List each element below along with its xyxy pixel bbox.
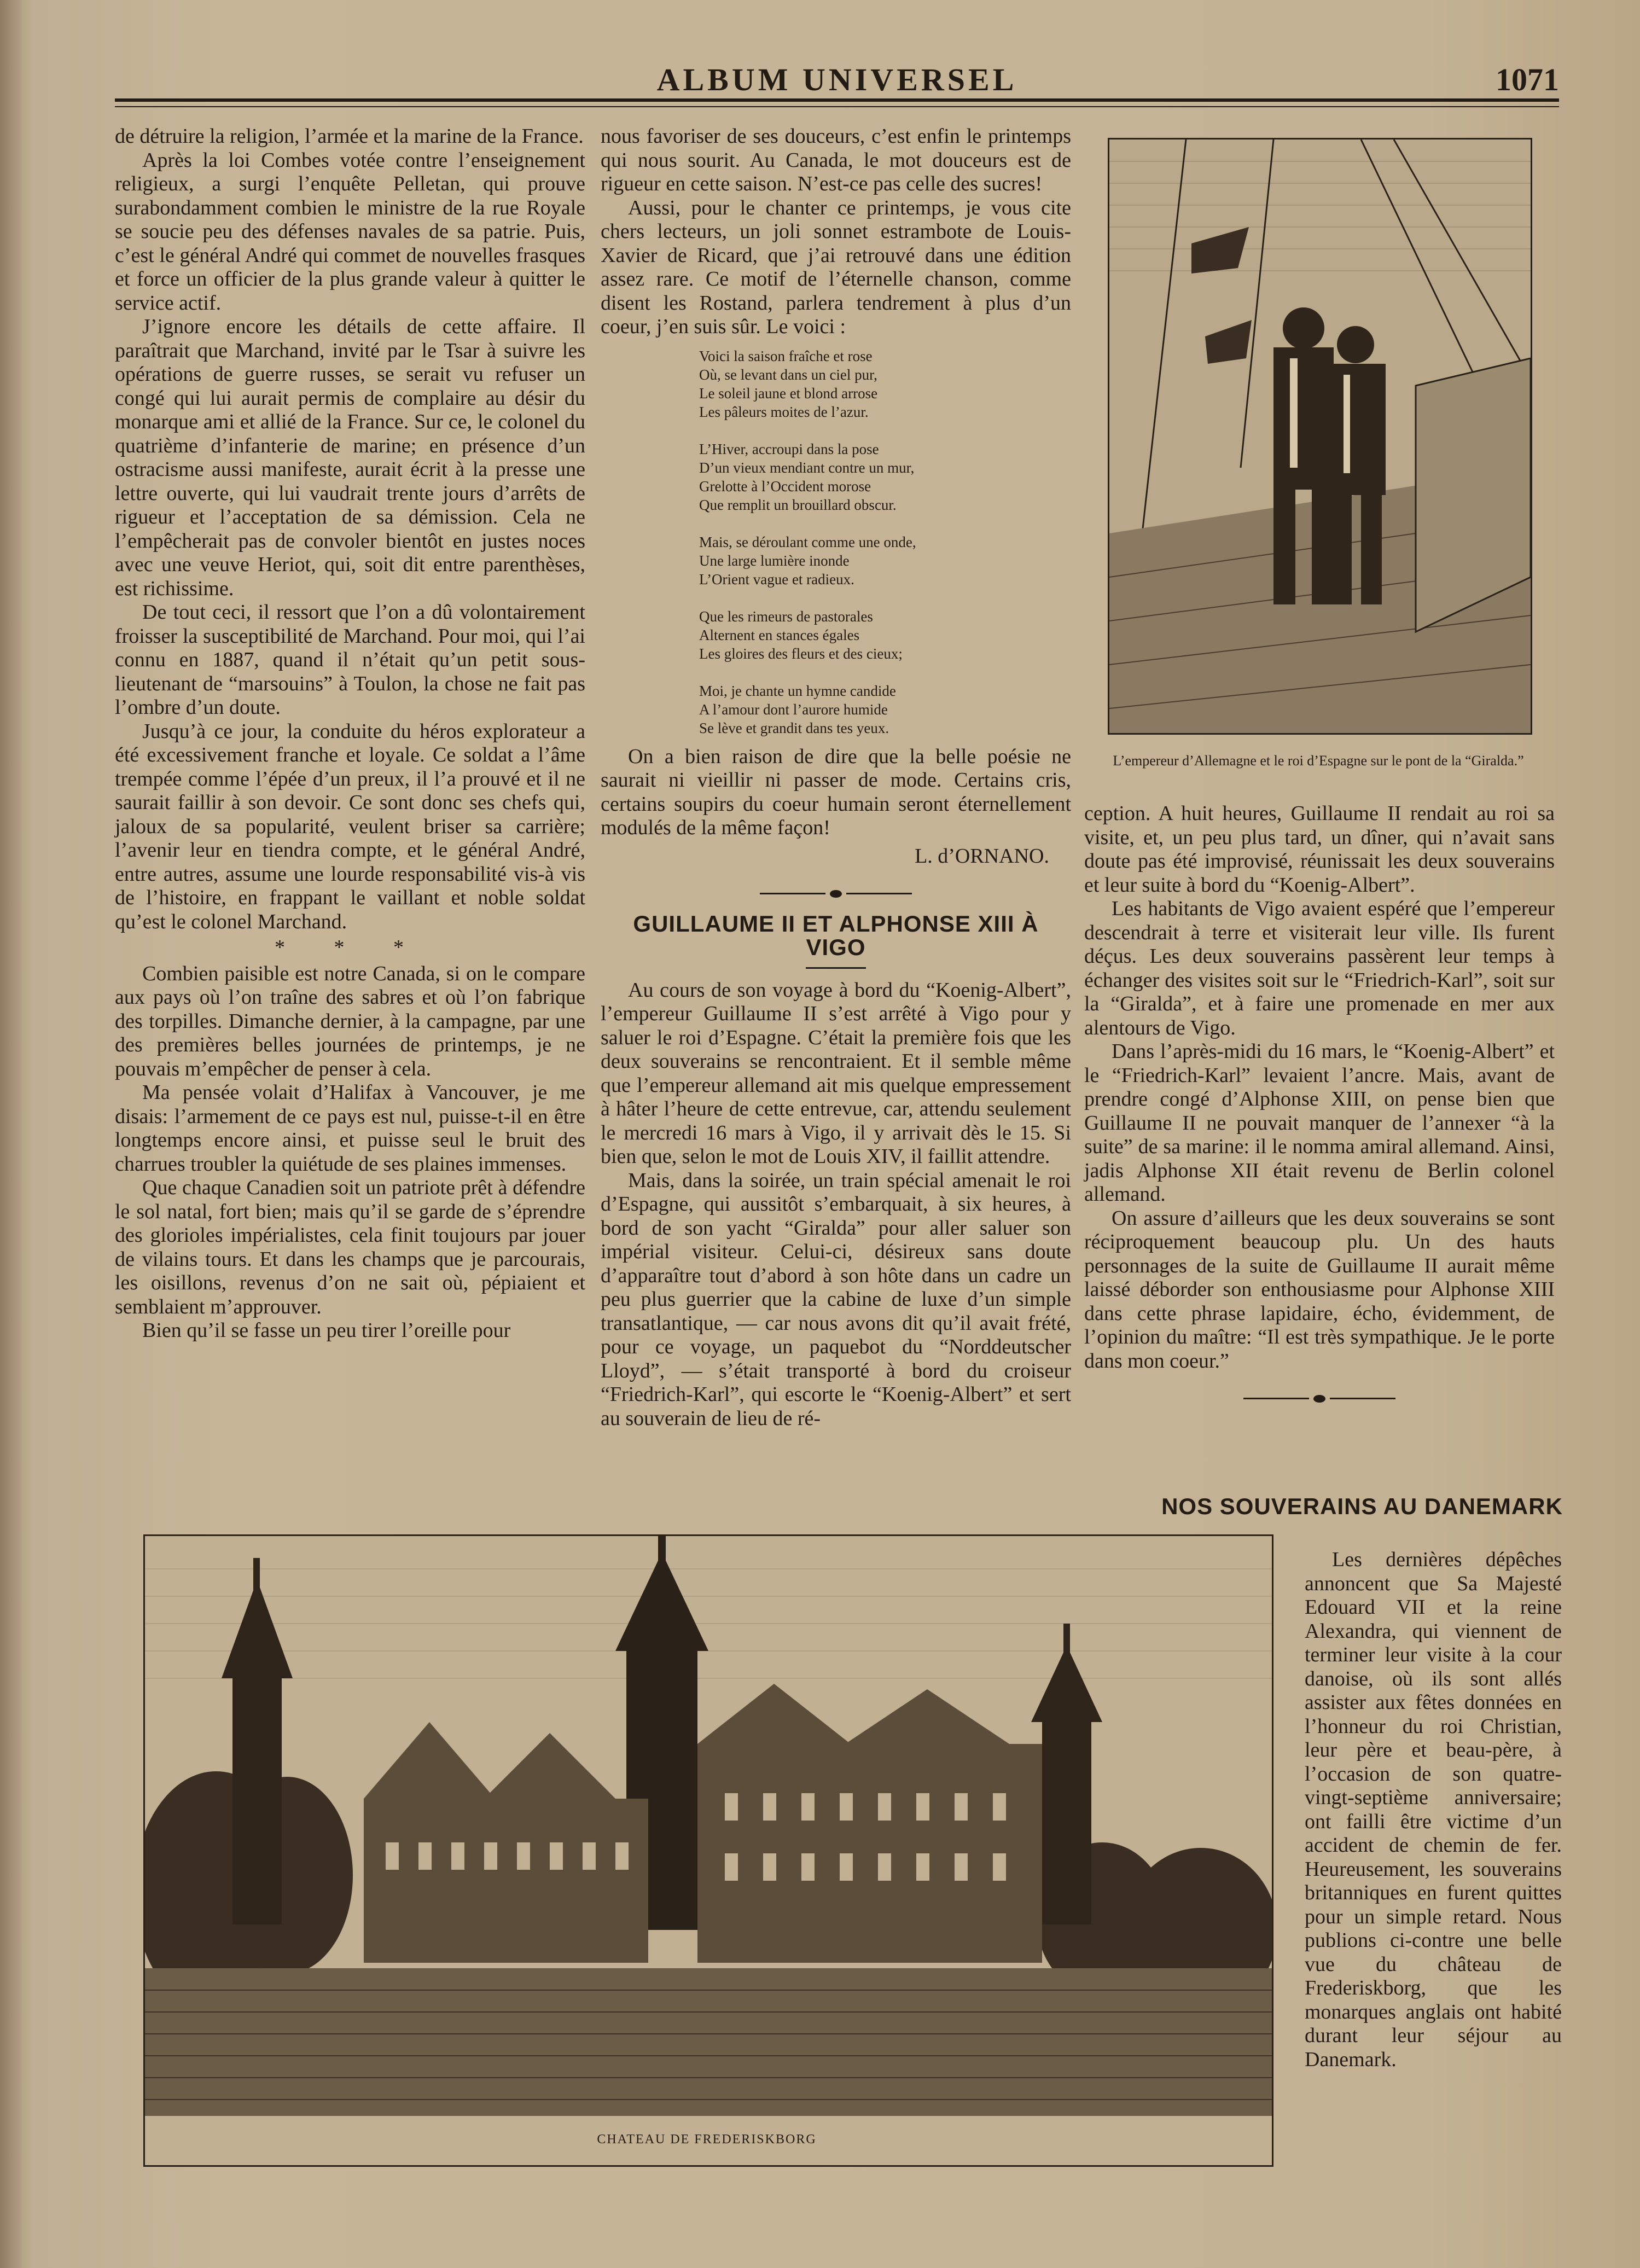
page-number: 1071 — [1496, 62, 1559, 97]
poem-line: Alternent en stances égales — [699, 626, 860, 643]
col3-paragraph: Dans l’après-midi du 16 mars, le “Koenig-Albert” et le “Friedrich-Karl” levaient l’ancre. Mais, avant de prendre congé d’Alphonse XIII, on pense bien que Guillaume II ne pouvait manquer de l’annexer “à la suite” de sa marine: il le nomma amiral allemand. Ainsi, jadis Alphonse XII était revenu de Berlin colonel allemand. — [1084, 1040, 1555, 1206]
col2-paragraph: nous favoriser de ses douceurs, c’est enfin le printemps qui nous sourit. Au Canada, le mot douceurs est de rigueur en cette saison. N’est-ce pas celle des sucres! — [601, 125, 1071, 195]
poem-stanza — [699, 607, 1071, 663]
heading-rule — [806, 967, 866, 969]
col1-paragraph: Jusqu’à ce jour, la conduite du héros explorateur a été excessivement franche et loyale. Ce soldat a l’âme trempée comme l’épée d’un preux, il l’a prouvé et il ne saurait faillir à son devoir. Ce sont donc ses chefs qui, jaloux de sa popularité, veulent briser sa carrière; l’avenir leur en tiendra compte, et le général André, entre autres, assume une lourde responsabilité vis-à vis de l’histoire, en frappant le vaillant et noble soldat qu’est le colonel Marchand. — [115, 719, 585, 933]
poem-stanza — [699, 440, 1071, 514]
poem-line: D’un vieux mendiant contre un mur, — [699, 459, 915, 476]
col1-paragraph: Combien paisible est notre Canada, si on le compare aux pays où l’on traîne des sabres et où l’on fabrique des torpilles. Dimanche dernier, à la campagne, par une des premières belles journées de printemps, je ne pouvais m’empêcher de penser à cela. — [115, 962, 585, 1080]
poem-stanza — [699, 347, 1071, 421]
col2-paragraph: On a bien raison de dire que la belle poésie ne saurait ni vieillir ni passer de mode. Certains cris, certains soupirs du coeur humain seront éternellement modulés de la même façon! — [601, 745, 1071, 839]
col1-paragraph: Ma pensée volait d’Halifax à Vancouver, je me disais: l’armement de ce pays est nul, puisse-t-il en être longtemps encore ainsi, et puisse seul le bruit des charrues troubler la quiétude de ses plaines immenses. — [115, 1081, 585, 1176]
col1-paragraph: Après la loi Combes votée contre l’enseignement religieux, a surgi l’enquête Pelletan, qui prouve surabondamment combien le ministre de la rue Royale se soucie peu des défenses navales de sa patrie. Puis, c’est le général André qui commet de nouvelles frasques et force un officier de la plus grande valeur à quitter le service actif. — [115, 148, 585, 315]
section-stars: * * * — [275, 936, 426, 959]
column-3 — [1084, 802, 1555, 1417]
poem-line: Grelotte à l’Occident morose — [699, 478, 871, 495]
col2-paragraph: Au cours de son voyage à bord du “Koenig-Albert”, l’empereur Guillaume II s’est arrêté à Vigo pour y saluer le roi d’Espagne. C’était la première fois que les deux souverains se rencontraient. Et il semble même que l’empereur allemand ait mis quelque empressement à hâter l’heure de cette entrevue, car, attendu seulement le mercredi 16 mars à Vigo, il y arrivait dès le 15. Si bien que, selon le mot de Louis XIV, il faillit attendre. — [601, 978, 1071, 1168]
column-2 — [601, 125, 1071, 1430]
header-rule-thin — [115, 106, 1559, 107]
poem-line: Les pâleurs moites de l’azur. — [699, 403, 869, 420]
sonnet-poem — [699, 347, 1071, 737]
header-rule-thick — [115, 98, 1559, 102]
col3-paragraph: ception. A huit heures, Guillaume II rendait au roi sa visite, et, un peu plus tard, un dîner, qui n’avait sans doute pas été improvisé, réunissait les deux souverains et leur suite à bord du “Koenig-Albert”. — [1084, 802, 1555, 897]
col1-paragraph: Que chaque Canadien soit un patriote prêt à défendre le sol natal, fort bien; mais qu’il se garde de s’éprendre des glorioles impérialistes, cela finit toujours par jouer de vilains tours. Et dans les champs que je parcourais, les oisillons, revenus d’on ne sait où, pépiaient et semblaient m’approuver. — [115, 1176, 585, 1318]
poem-line: Que les rimeurs de pastorales — [699, 608, 873, 625]
col1-paragraph: J’ignore encore les détails de cette affaire. Il paraîtrait que Marchand, invité par le Tsar à suivre les opérations de guerre russes, se serait vu refuser un congé qui lui aurait permis de complaire au désir du monarque ami et allié de la France. Sur ce, le colonel du quatrième d’infanterie de marine; en présence d’un ostracisme aussi manifeste, aurait écrit à la presse une lettre ouverte, qui lui vaudrait trente jours d’arrêts de rigueur et l’acceptation de sa démission. Cela ne l’empêcherait pas de convoler bientôt en justes noces avec une veuve Heriot, qui, soit dit entre parenthèses, est richissime. — [115, 315, 585, 600]
poem-line: Une large lumière inonde — [699, 552, 850, 569]
poem-line: Voici la saison fraîche et rose — [699, 347, 873, 364]
author-signature: L. d’ORNANO. — [915, 844, 1049, 868]
poem-line: L’Orient vague et radieux. — [699, 571, 854, 588]
illustration-castle — [143, 1534, 1273, 2167]
poem-line: Se lève et grandit dans tes yeux. — [699, 719, 889, 736]
castle-engraving — [145, 1536, 1272, 2165]
col2-paragraph: Mais, dans la soirée, un train spécial amenait le roi d’Espagne, qui aussitôt s’embarquait, à six heures, à bord de son yacht “Giralda” pour aller saluer son impérial visiteur. Celui-ci, désireux sans doute d’apparaître tout d’abord à son hôte dans un cadre un peu plus guerrier que la cabine de luxe d’un simple transatlantique, — car nous avons dit qu’il avait frété, pour ce voyage, un paquebot du “Norddeutscher Lloyd”, — s’était transporté à bord du croiseur “Friedrich-Karl”, qui escorte le “Koenig-Albert” et sert au souverain de lieu de ré- — [601, 1168, 1071, 1430]
poem-line: L’Hiver, accroupi dans la pose — [699, 440, 879, 457]
poem-line: Le soleil jaune et blond arrose — [699, 385, 878, 402]
poem-stanza — [699, 533, 1071, 589]
illustration-emperor-king — [1108, 138, 1532, 735]
col1-paragraph: de détruire la religion, l’armée et la marine de la France. — [115, 125, 584, 148]
col3-paragraph: On assure d’ailleurs que les deux souverains se sont réciproquement beaucoup plu. Un des hauts personnages de la suite de Guillaume II aurait même laissé déborder son enthousiasme pour Alphonse XIII dans cette phrase lapidaire, écho, évidemment, de l’opinion du maître: “Il est très sympathique. Je le porte dans mon coeur.” — [1084, 1206, 1555, 1373]
poem-stanza — [699, 682, 1071, 737]
page-spine-shadow — [0, 0, 22, 2268]
publication-title: ALBUM UNIVERSEL — [656, 62, 1017, 97]
danemark-column — [1305, 1548, 1562, 2072]
danemark-paragraph: Les dernières dépêches annoncent que Sa Majesté Edouard VII et la reine Alexandra, qui viennent de terminer leur visite à la cour danoise, où ils sont allés assister aux fêtes données en l’honneur du roi Christian, leur père et beau-père, à l’occasion de son quatre-vingt-septième anniversaire; ont failli être victime d’un accident de chemin de fer. Heureusement, les souverains britanniques en furent quittes pour un simple retard. Nous publions ci-contre une belle vue du château de Frederiskborg, que les monarques anglais ont habité durant leur séjour au Danemark. — [1305, 1548, 1562, 2071]
poem-line: A l’amour dont l’aurore humide — [699, 701, 888, 718]
col3-paragraph: Les habitants de Vigo avaient espéré que l’empereur descendrait à terre et visiterait leur ville. Ils furent déçus. Les deux souverains passèrent leur temps à échanger des visites soit sur le “Friedrich-Karl”, soit sur la “Giralda”, et à faire une promenade en mer aux alentours de Vigo. — [1084, 897, 1555, 1039]
col2-paragraph: Aussi, pour le chanter ce printemps, je vous cite chers lecteurs, un joli sonnet estrambote de Louis-Xavier de Ricard, que j’ai retrouvé dans une édition assez rare. Ce motif de l’éternelle chanson, comme disent les Rostand, parlera tendrement à plus d’un coeur, j’en suis sûr. Le voici : — [601, 196, 1071, 338]
col1-paragraph: Bien qu’il se fasse un peu tirer l’oreille pour — [142, 1319, 511, 1342]
section-heading-vigo: GUILLAUME II ET ALPHONSE XIII À VIGO — [633, 910, 1039, 960]
ship-deck-engraving — [1109, 139, 1531, 733]
poem-line: Que remplit un brouillard obscur. — [699, 496, 897, 513]
running-head — [115, 61, 1559, 100]
column-1 — [115, 125, 585, 1343]
section-ornament — [601, 880, 1071, 904]
illustration-caption-castle: CHATEAU DE FREDERISKBORG — [597, 2132, 817, 2147]
section-heading-danemark: NOS SOUVERAINS AU DANEMARK — [1161, 1493, 1563, 1519]
poem-line: Mais, se déroulant comme une onde, — [699, 533, 916, 550]
col1-paragraph: De tout ceci, il ressort que l’on a dû volontairement froisser la susceptibilité de Marchand. Pour moi, qui l’ai connu en 1887, quand il n’était qu’un petit sous-lieutenant de “marsouins” à Toulon, la chose ne fait pas l’ombre d’un doute. — [115, 601, 585, 719]
poem-line: Moi, je chante un hymne candide — [699, 682, 896, 699]
section-ornament — [1084, 1385, 1555, 1409]
illustration-caption-emperor: L’empereur d’Allemagne et le roi d’Espagne sur le pont de la “Giralda.” — [1113, 753, 1524, 769]
poem-line: Les gloires des fleurs et des cieux; — [699, 645, 903, 662]
poem-line: Où, se levant dans un ciel pur, — [699, 366, 877, 383]
